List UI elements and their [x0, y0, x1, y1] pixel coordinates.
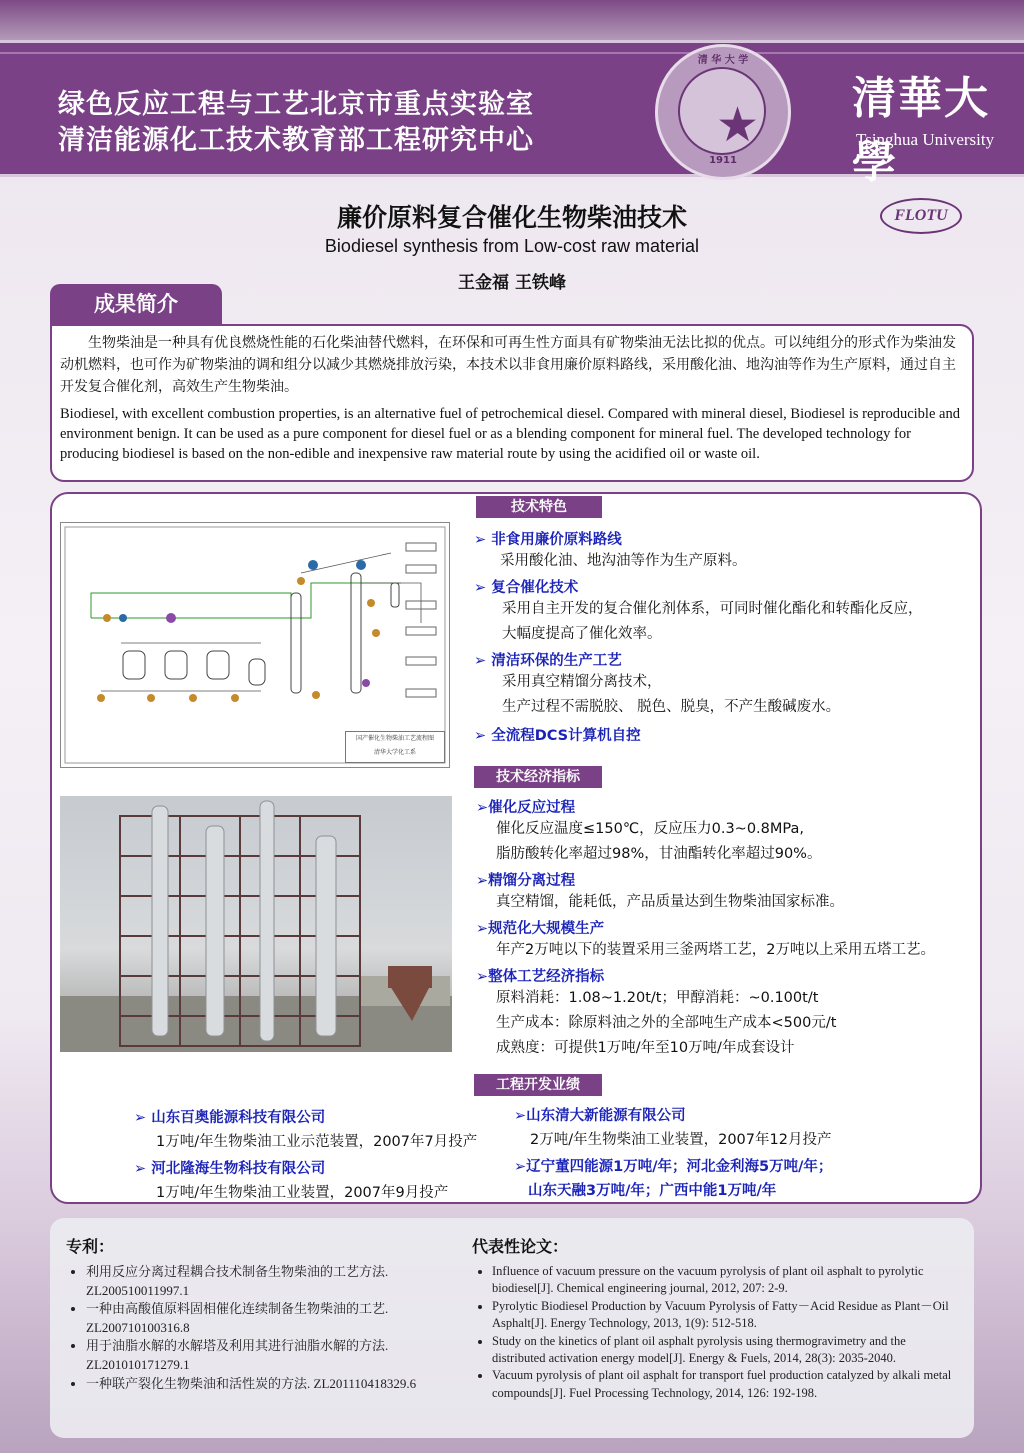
- economics-title: 催化反应过程: [488, 800, 576, 816]
- economics-item: [476, 796, 980, 867]
- papers-section: [472, 1234, 962, 1402]
- patent-item: • 利用反应分离过程耦合技术制备生物柴油的工艺方法. ZL200510011997.1: [86, 1263, 460, 1300]
- project-company: 山东百奥能源科技有限公司: [151, 1110, 326, 1126]
- feature-item: [474, 649, 974, 720]
- arrow-bullet-icon: ➢: [476, 921, 489, 937]
- arrow-bullet-icon: ➢: [134, 1161, 152, 1177]
- project-company: 河北隆海生物科技有限公司: [151, 1161, 326, 1177]
- project-detail: 1万吨/年生物柴油工业示范装置，2007年7月投产: [156, 1134, 478, 1150]
- summary-box: [50, 324, 974, 482]
- tsinghua-seal-logo: [655, 44, 791, 180]
- seal-year: 1911: [709, 155, 737, 166]
- economics-title: 整体工艺经济指标: [488, 969, 605, 985]
- patents-list: [66, 1263, 460, 1393]
- paper-item: • Study on the kinetics of plant oil asphalt pyrolysis using thermogravimetry and the distributed activation energy model[J]. Energy & Fuels, 2014, 28(3): 2035-2040.: [492, 1333, 962, 1368]
- arrow-bullet-icon: ➢: [476, 873, 489, 889]
- poster-title-en: Biodiesel synthesis from Low-cost raw material: [324, 236, 700, 256]
- patent-item: • 一种由高酸值原料固相催化连续制备生物柴油的工艺. ZL200710100316.8: [86, 1300, 460, 1337]
- projects-right: [514, 1104, 894, 1206]
- paper-item: • Influence of vacuum pressure on the vacuum pyrolysis of plant oil asphalt to pyrolytic biodiesel[J]. Chemical engineering journal, 2012, 207: 2-9.: [492, 1263, 962, 1298]
- feature-line: 大幅度提高了催化效率。: [502, 626, 662, 642]
- economics-item: [476, 869, 980, 915]
- project-extra: 山东天融3万吨/年；广西中能1万吨/年: [528, 1183, 777, 1199]
- header-divider: [0, 40, 1024, 43]
- feature-title: 复合催化技术: [491, 580, 579, 596]
- feature-line: 采用酸化油、地沟油等作为生产原料。: [500, 553, 747, 569]
- authors: 王金福 王铁峰: [458, 273, 566, 293]
- process-flow-diagram: [60, 522, 450, 768]
- patent-item: • 一种联产裂化生物柴油和活性炭的方法. ZL201110418329.6: [86, 1375, 460, 1394]
- flotu-logo: FLOTU: [880, 198, 962, 234]
- diagram-caption-title: 国产催化生物柴油工艺流程图: [355, 735, 434, 742]
- paper-item: • Pyrolytic Biodiesel Production by Vacuum Pyrolysis of Fatty－Acid Residue as Plant－Oil Asphalt[J]. Energy Technology, 2013, 1(9): 512-518.: [492, 1298, 962, 1333]
- arrow-bullet-icon: ➢: [476, 969, 489, 985]
- feature-item: [474, 576, 974, 647]
- economics-heading: 技术经济指标: [474, 766, 602, 788]
- economics-line: 年产2万吨以下的装置采用三釜两塔工艺，2万吨以上采用五塔工艺。: [496, 942, 935, 958]
- features-list: [474, 528, 974, 745]
- lab-name-line2: 清洁能源化工技术教育部工程研究中心: [58, 125, 534, 156]
- tsinghua-logo-calligraphy: 清華大學: [852, 73, 990, 188]
- star-icon: ★: [716, 97, 760, 153]
- economics-item: [476, 965, 980, 1061]
- seal-top-text: 清 华 大 学: [697, 55, 749, 66]
- poster-title-cn: 廉价原料复合催化生物柴油技术: [336, 203, 687, 232]
- economics-line: 真空精馏，能耗低，产品质量达到生物柴油国家标准。: [496, 894, 844, 910]
- feature-line: 生产过程不需脱胶、 脱色、脱臭，不产生酸碱废水。: [502, 699, 841, 715]
- arrow-bullet-icon: ➢: [474, 580, 492, 596]
- feature-title: 清洁环保的生产工艺: [491, 653, 622, 669]
- arrow-bullet-icon: ➢: [476, 800, 489, 816]
- summary-text-en: Biodiesel, with excellent combustion properties, is an alternative fuel of petrochemical diesel. Compared with mineral diesel, Biodiesel is reproducible and environment benign. It can be used as a pure component for diesel fuel or as a blending component for mineral fuel. The developed technology for producing biodiesel is based on the non-edible and inexpensive raw material route by using the acidified oil or waste oil.: [60, 406, 960, 462]
- header-top-bar: [0, 0, 1024, 40]
- feature-item: [474, 528, 974, 574]
- economics-line: 脂肪酸转化率超过98%，甘油酯转化率超过90%。: [496, 846, 822, 862]
- project-detail: 1万吨/年生物柴油工业装置，2007年9月投产: [156, 1185, 449, 1201]
- diagram-caption-org: 清华大学化工系: [373, 749, 416, 756]
- project-extra: 辽宁董四能源1万吨/年；河北金利海5万吨/年；: [526, 1159, 833, 1175]
- features-heading: 技术特色: [476, 496, 602, 518]
- summary-text-cn: 生物柴油是一种具有优良燃烧性能的石化柴油替代燃料，在环保和可再生性方面具有矿物柴油无法比拟的优点。可以纯组分的形式作为柴油发动机燃料，也可作为矿物柴油的调和组分以减少其燃烧排放污染，本技术以非食用廉价原料路线，采用酸化油、地沟油等作为生产原料，通过自主开发复合催化剂，高效生产生物柴油。: [60, 335, 956, 395]
- paper-item: • Vacuum pyrolysis of plant oil asphalt for transport fuel production catalyzed by alkali metal compounds[J]. Fuel Processing Technology, 2014, 126: 192-198.: [492, 1367, 962, 1402]
- projects-left: [134, 1106, 514, 1208]
- arrow-bullet-icon: ➢: [514, 1108, 527, 1124]
- arrow-bullet-icon: ➢: [474, 653, 492, 669]
- arrow-bullet-icon: ➢: [514, 1159, 527, 1175]
- plant-photo: [60, 796, 452, 1052]
- feature-title: 非食用廉价原料路线: [491, 532, 622, 548]
- economics-line: 原料消耗：1.08~1.20t/t；甲醇消耗：~0.100t/t: [496, 990, 819, 1006]
- patents-heading: 专利：: [66, 1237, 115, 1256]
- feature-title: 全流程DCS计算机自控: [491, 728, 641, 744]
- economics-item: [476, 917, 980, 963]
- summary-tab: 成果简介: [50, 284, 222, 324]
- lab-name-line1: 绿色反应工程与工艺北京市重点实验室: [58, 89, 534, 120]
- feature-line: 采用自主开发的复合催化剂体系，可同时催化酯化和转酯化反应，: [502, 601, 923, 617]
- patents-section: [66, 1234, 460, 1393]
- feature-line: 采用真空精馏分离技术，: [502, 674, 662, 690]
- arrow-bullet-icon: ➢: [474, 728, 492, 744]
- papers-heading: 代表性论文：: [472, 1237, 569, 1256]
- projects-heading: 工程开发业绩: [474, 1074, 602, 1096]
- feature-item: [474, 724, 974, 745]
- arrow-bullet-icon: ➢: [134, 1110, 152, 1126]
- economics-title: 精馏分离过程: [488, 873, 576, 889]
- arrow-bullet-icon: ➢: [474, 532, 492, 548]
- economics-line: 催化反应温度≤150℃，反应压力0.3~0.8MPa,: [496, 821, 804, 837]
- header-divider: [0, 52, 1024, 54]
- seal-inner-ring: [678, 67, 766, 155]
- diagram-caption-box: [345, 731, 445, 763]
- patent-item: • 用于油脂水解的水解塔及利用其进行油脂水解的方法. ZL201010171279.1: [86, 1337, 460, 1374]
- project-company: 山东清大新能源有限公司: [526, 1108, 686, 1124]
- economics-list: [476, 796, 980, 1061]
- economics-title: 规范化大规模生产: [488, 921, 605, 937]
- plant-photo-svg: [60, 796, 452, 1052]
- tsinghua-logo-english: Tsinghua University: [856, 130, 995, 149]
- papers-list: [472, 1263, 962, 1402]
- economics-line: 成熟度：可提供1万吨/年至10万吨/年成套设计: [496, 1040, 795, 1056]
- project-detail: 2万吨/年生物柴油工业装置，2007年12月投产: [530, 1132, 832, 1148]
- economics-line: 生产成本：除原料油之外的全部吨生产成本<500元/t: [496, 1015, 837, 1031]
